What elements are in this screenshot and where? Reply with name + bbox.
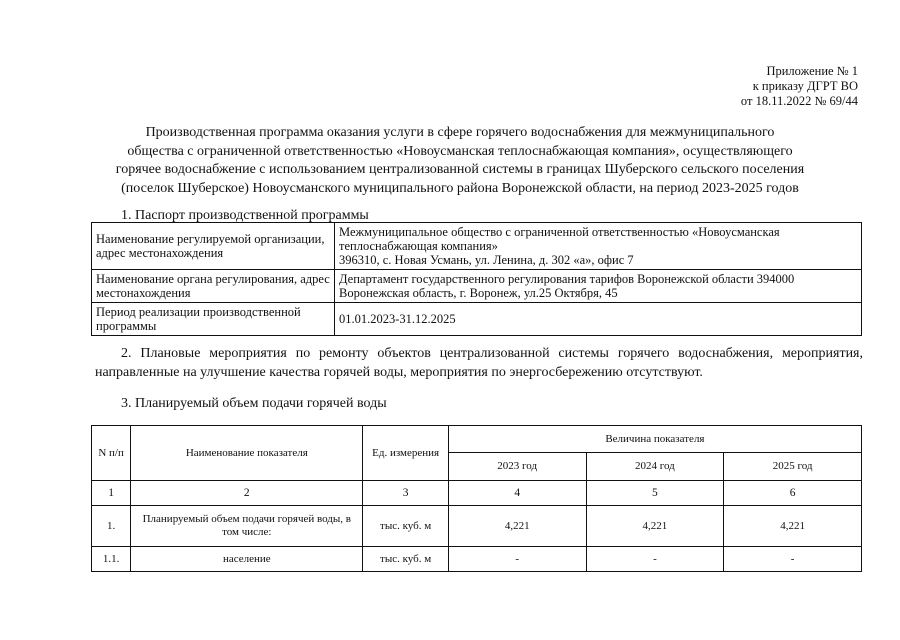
section-3-heading: 3. Планируемый объем подачи горячей воды	[121, 396, 387, 411]
organization-address: 396310, с. Новая Усмань, ул. Ленина, д. 302 «а», офис 7	[339, 253, 634, 267]
appendix-line-1: Приложение № 1	[766, 64, 858, 78]
section-2-text: 2. Плановые мероприятия по ремонту объектов централизованной системы горячего водоснабжения, мероприятия, направленные на улучшение качества горячей воды, мероприятия по энергосбережению отсутствуют.	[95, 346, 863, 380]
appendix-header	[741, 64, 858, 109]
organization-name: Межмуниципальное общество с ограниченной ответственностью «Новоусманская теплоснабжающая компания»	[339, 225, 780, 253]
row-value-2024: 4,221	[586, 506, 724, 547]
passport-value	[335, 223, 862, 270]
passport-row-organization	[92, 223, 862, 270]
table-row	[92, 506, 862, 547]
passport-value: 01.01.2023-31.12.2025	[335, 303, 862, 336]
header-value-group: Величина показателя	[448, 426, 861, 453]
header-unit: Ед. измерения	[363, 426, 448, 481]
title-line-3: горячее водоснабжение с использованием централизованной системы в границах Шуберского сельского поселения	[115, 162, 805, 177]
column-number: 1	[92, 481, 131, 506]
row-value-2023: 4,221	[448, 506, 586, 547]
header-year: 2024 год	[586, 453, 724, 481]
passport-label: Период реализации производственной программы	[92, 303, 335, 336]
hot-water-volume-table	[91, 425, 862, 572]
appendix-line-2: к приказу ДГРТ ВО	[752, 79, 858, 93]
row-unit: тыс. куб. м	[363, 547, 448, 572]
passport-label: Наименование регулируемой организации, адрес местонахождения	[92, 223, 335, 270]
column-number-row	[92, 481, 862, 506]
appendix-line-3: от 18.11.2022 № 69/44	[740, 94, 858, 108]
passport-table	[91, 222, 862, 336]
passport-value: Департамент государственного регулирования тарифов Воронежской области 394000 Воронежская область, г. Воронеж, ул.25 Октября, 45	[335, 270, 862, 303]
section-1-heading: 1. Паспорт производственной программы	[121, 208, 369, 223]
table-row	[92, 547, 862, 572]
title-line-1: Производственная программа оказания услуги в сфере горячего водоснабжения для межмуниципального	[145, 125, 775, 140]
passport-row-regulator	[92, 270, 862, 303]
row-name: Планируемый объем подачи горячей воды, в том числе:	[131, 506, 363, 547]
row-value-2025: -	[724, 547, 862, 572]
row-num: 1.1.	[92, 547, 131, 572]
passport-row-period	[92, 303, 862, 336]
header-year: 2023 год	[448, 453, 586, 481]
header-num: N п/п	[92, 426, 131, 481]
row-value-2023: -	[448, 547, 586, 572]
column-number: 5	[586, 481, 724, 506]
row-name: население	[131, 547, 363, 572]
column-number: 3	[363, 481, 448, 506]
column-number: 4	[448, 481, 586, 506]
passport-label: Наименование органа регулирования, адрес местонахождения	[92, 270, 335, 303]
column-number: 6	[724, 481, 862, 506]
row-value-2025: 4,221	[724, 506, 862, 547]
document-title	[80, 124, 840, 198]
row-unit: тыс. куб. м	[363, 506, 448, 547]
column-number: 2	[131, 481, 363, 506]
row-value-2024: -	[586, 547, 724, 572]
header-name: Наименование показателя	[131, 426, 363, 481]
table-header-row	[92, 426, 862, 453]
title-line-4: (поселок Шуберское) Новоусманского муниципального района Воронежской области, на период 2023-2025 годов	[121, 180, 799, 196]
title-line-2: общества с ограниченной ответственностью «Новоусманская теплоснабжающая компания», осуществляющего	[127, 143, 793, 159]
row-num: 1.	[92, 506, 131, 547]
header-year: 2025 год	[724, 453, 862, 481]
